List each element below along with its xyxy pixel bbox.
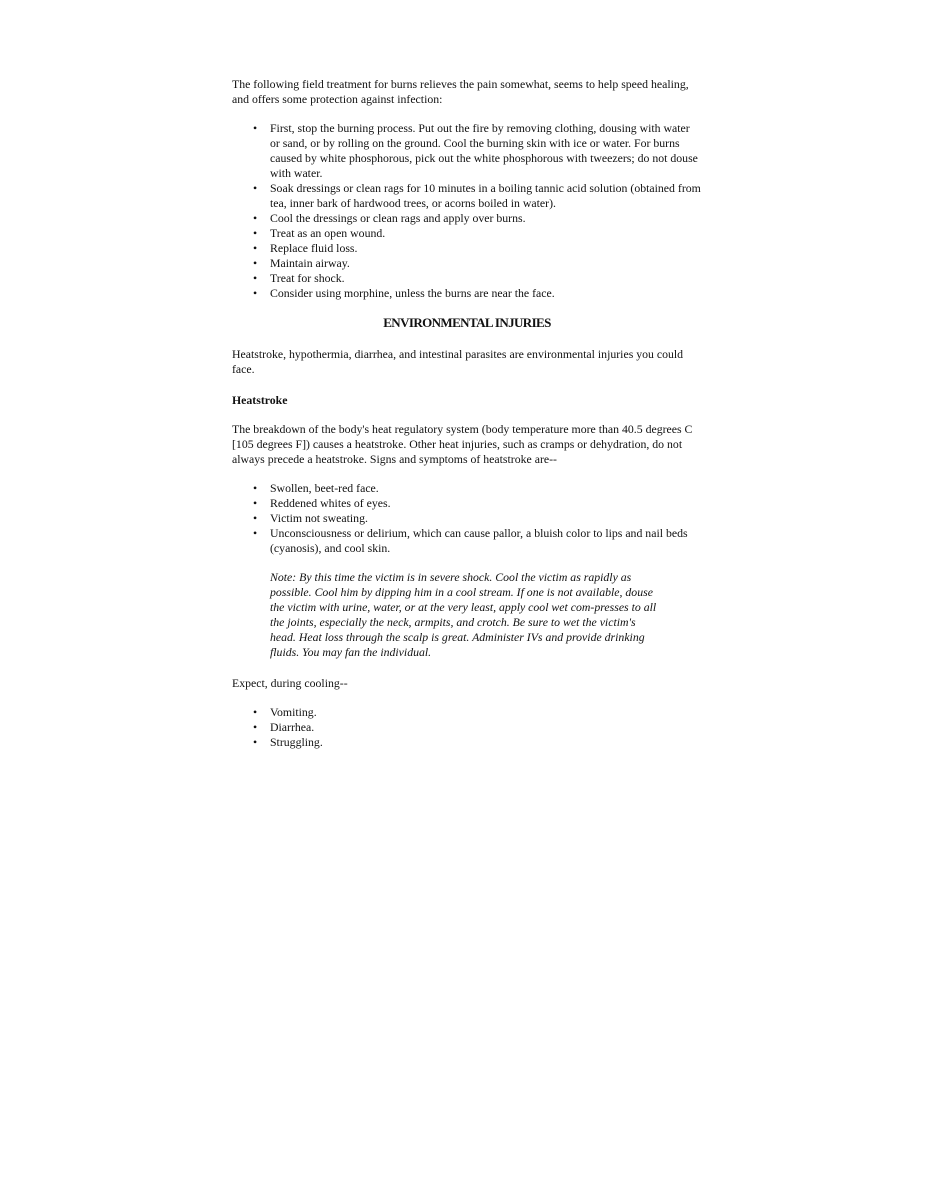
list-item-text: Unconsciousness or delirium, which can cause pallor, a bluish color to lips and nail beds (cyanosis), and cool skin. — [270, 526, 688, 555]
expect-paragraph: Expect, during cooling-- — [232, 676, 348, 690]
list-item-text: Struggling. — [270, 735, 323, 749]
list-item — [253, 241, 702, 256]
list-item-text: Treat as an open wound. — [270, 226, 386, 240]
list-item-text: Diarrhea. — [270, 720, 315, 734]
bullet-icon: • — [253, 511, 258, 525]
document-page — [232, 77, 702, 750]
bullet-icon: • — [253, 271, 258, 285]
list-item — [253, 481, 702, 496]
heatstroke-paragraph: The breakdown of the body's heat regulatory system (body temperature more than 40.5 degrees C [105 degrees F]) causes a heatstroke. Other heat injuries, such as cramps or dehydration, do not always precede a heatstroke. Signs and symptoms of heatstroke are-- — [232, 422, 693, 466]
bullet-icon: • — [253, 241, 258, 255]
list-item — [253, 121, 702, 181]
environmental-intro-paragraph: Heatstroke, hypothermia, diarrhea, and intestinal parasites are environmental injuries you could face. — [232, 347, 684, 376]
list-item-text: Treat for shock. — [270, 271, 345, 285]
bullet-icon: • — [253, 211, 258, 225]
list-item — [253, 181, 702, 211]
list-item-text: Victim not sweating. — [270, 511, 368, 525]
cooling-effects-list — [232, 705, 702, 750]
list-item — [253, 511, 702, 526]
list-item — [253, 271, 702, 286]
list-item — [253, 735, 702, 750]
bullet-icon: • — [253, 286, 258, 300]
heatstroke-symptoms-list — [232, 481, 702, 556]
list-item — [253, 211, 702, 226]
list-item — [253, 286, 702, 301]
list-item — [253, 705, 702, 720]
list-item — [253, 256, 702, 271]
list-item-text: Soak dressings or clean rags for 10 minutes in a boiling tannic acid solution (obtained from tea, inner bark of hardwood trees, or acorns boiled in water). — [270, 181, 701, 210]
burns-intro-paragraph: The following field treatment for burns relieves the pain somewhat, seems to help speed healing, and offers some protection against infection: — [232, 77, 689, 106]
bullet-icon: • — [253, 735, 258, 749]
bullet-icon: • — [253, 226, 258, 240]
bullet-icon: • — [253, 181, 258, 195]
bullet-icon: • — [253, 256, 258, 270]
bullet-icon: • — [253, 526, 258, 540]
list-item-text: Cool the dressings or clean rags and apply over burns. — [270, 211, 526, 225]
list-item — [253, 526, 702, 556]
list-item — [253, 496, 702, 511]
list-item — [253, 226, 702, 241]
note-paragraph: Note: By this time the victim is in severe shock. Cool the victim as rapidly as possible. Cool him by dipping him in a cool stream. If one is not available, douse the victim with urine, water, or at the very least, apply cool wet com-presses to all the joints, especially the neck, armpits, and crotch. Be sure to wet the victim's head. Heat loss through the scalp is great. Administer IVs and provide drinking fluids. You may fan the individual. — [270, 570, 657, 659]
bullet-icon: • — [253, 121, 258, 135]
list-item-text: Vomiting. — [270, 705, 317, 719]
bullet-icon: • — [253, 705, 258, 719]
list-item-text: Swollen, beet-red face. — [270, 481, 379, 495]
section-title: ENVIRONMENTAL INJURIES — [383, 315, 551, 330]
list-item-text: First, stop the burning process. Put out the fire by removing clothing, dousing with water or sand, or by rolling on the ground. Cool the burning skin with ice or water. For burns caused by white phosphorous, pick out the white phosphorous with tweezers; do not douse with water. — [270, 121, 698, 180]
list-item-text: Reddened whites of eyes. — [270, 496, 391, 510]
list-item-text: Maintain airway. — [270, 256, 350, 270]
burn-treatment-list — [232, 121, 702, 301]
list-item — [253, 720, 702, 735]
bullet-icon: • — [253, 720, 258, 734]
list-item-text: Consider using morphine, unless the burns are near the face. — [270, 286, 555, 300]
bullet-icon: • — [253, 496, 258, 510]
list-item-text: Replace fluid loss. — [270, 241, 358, 255]
heatstroke-heading: Heatstroke — [232, 393, 288, 407]
bullet-icon: • — [253, 481, 258, 495]
